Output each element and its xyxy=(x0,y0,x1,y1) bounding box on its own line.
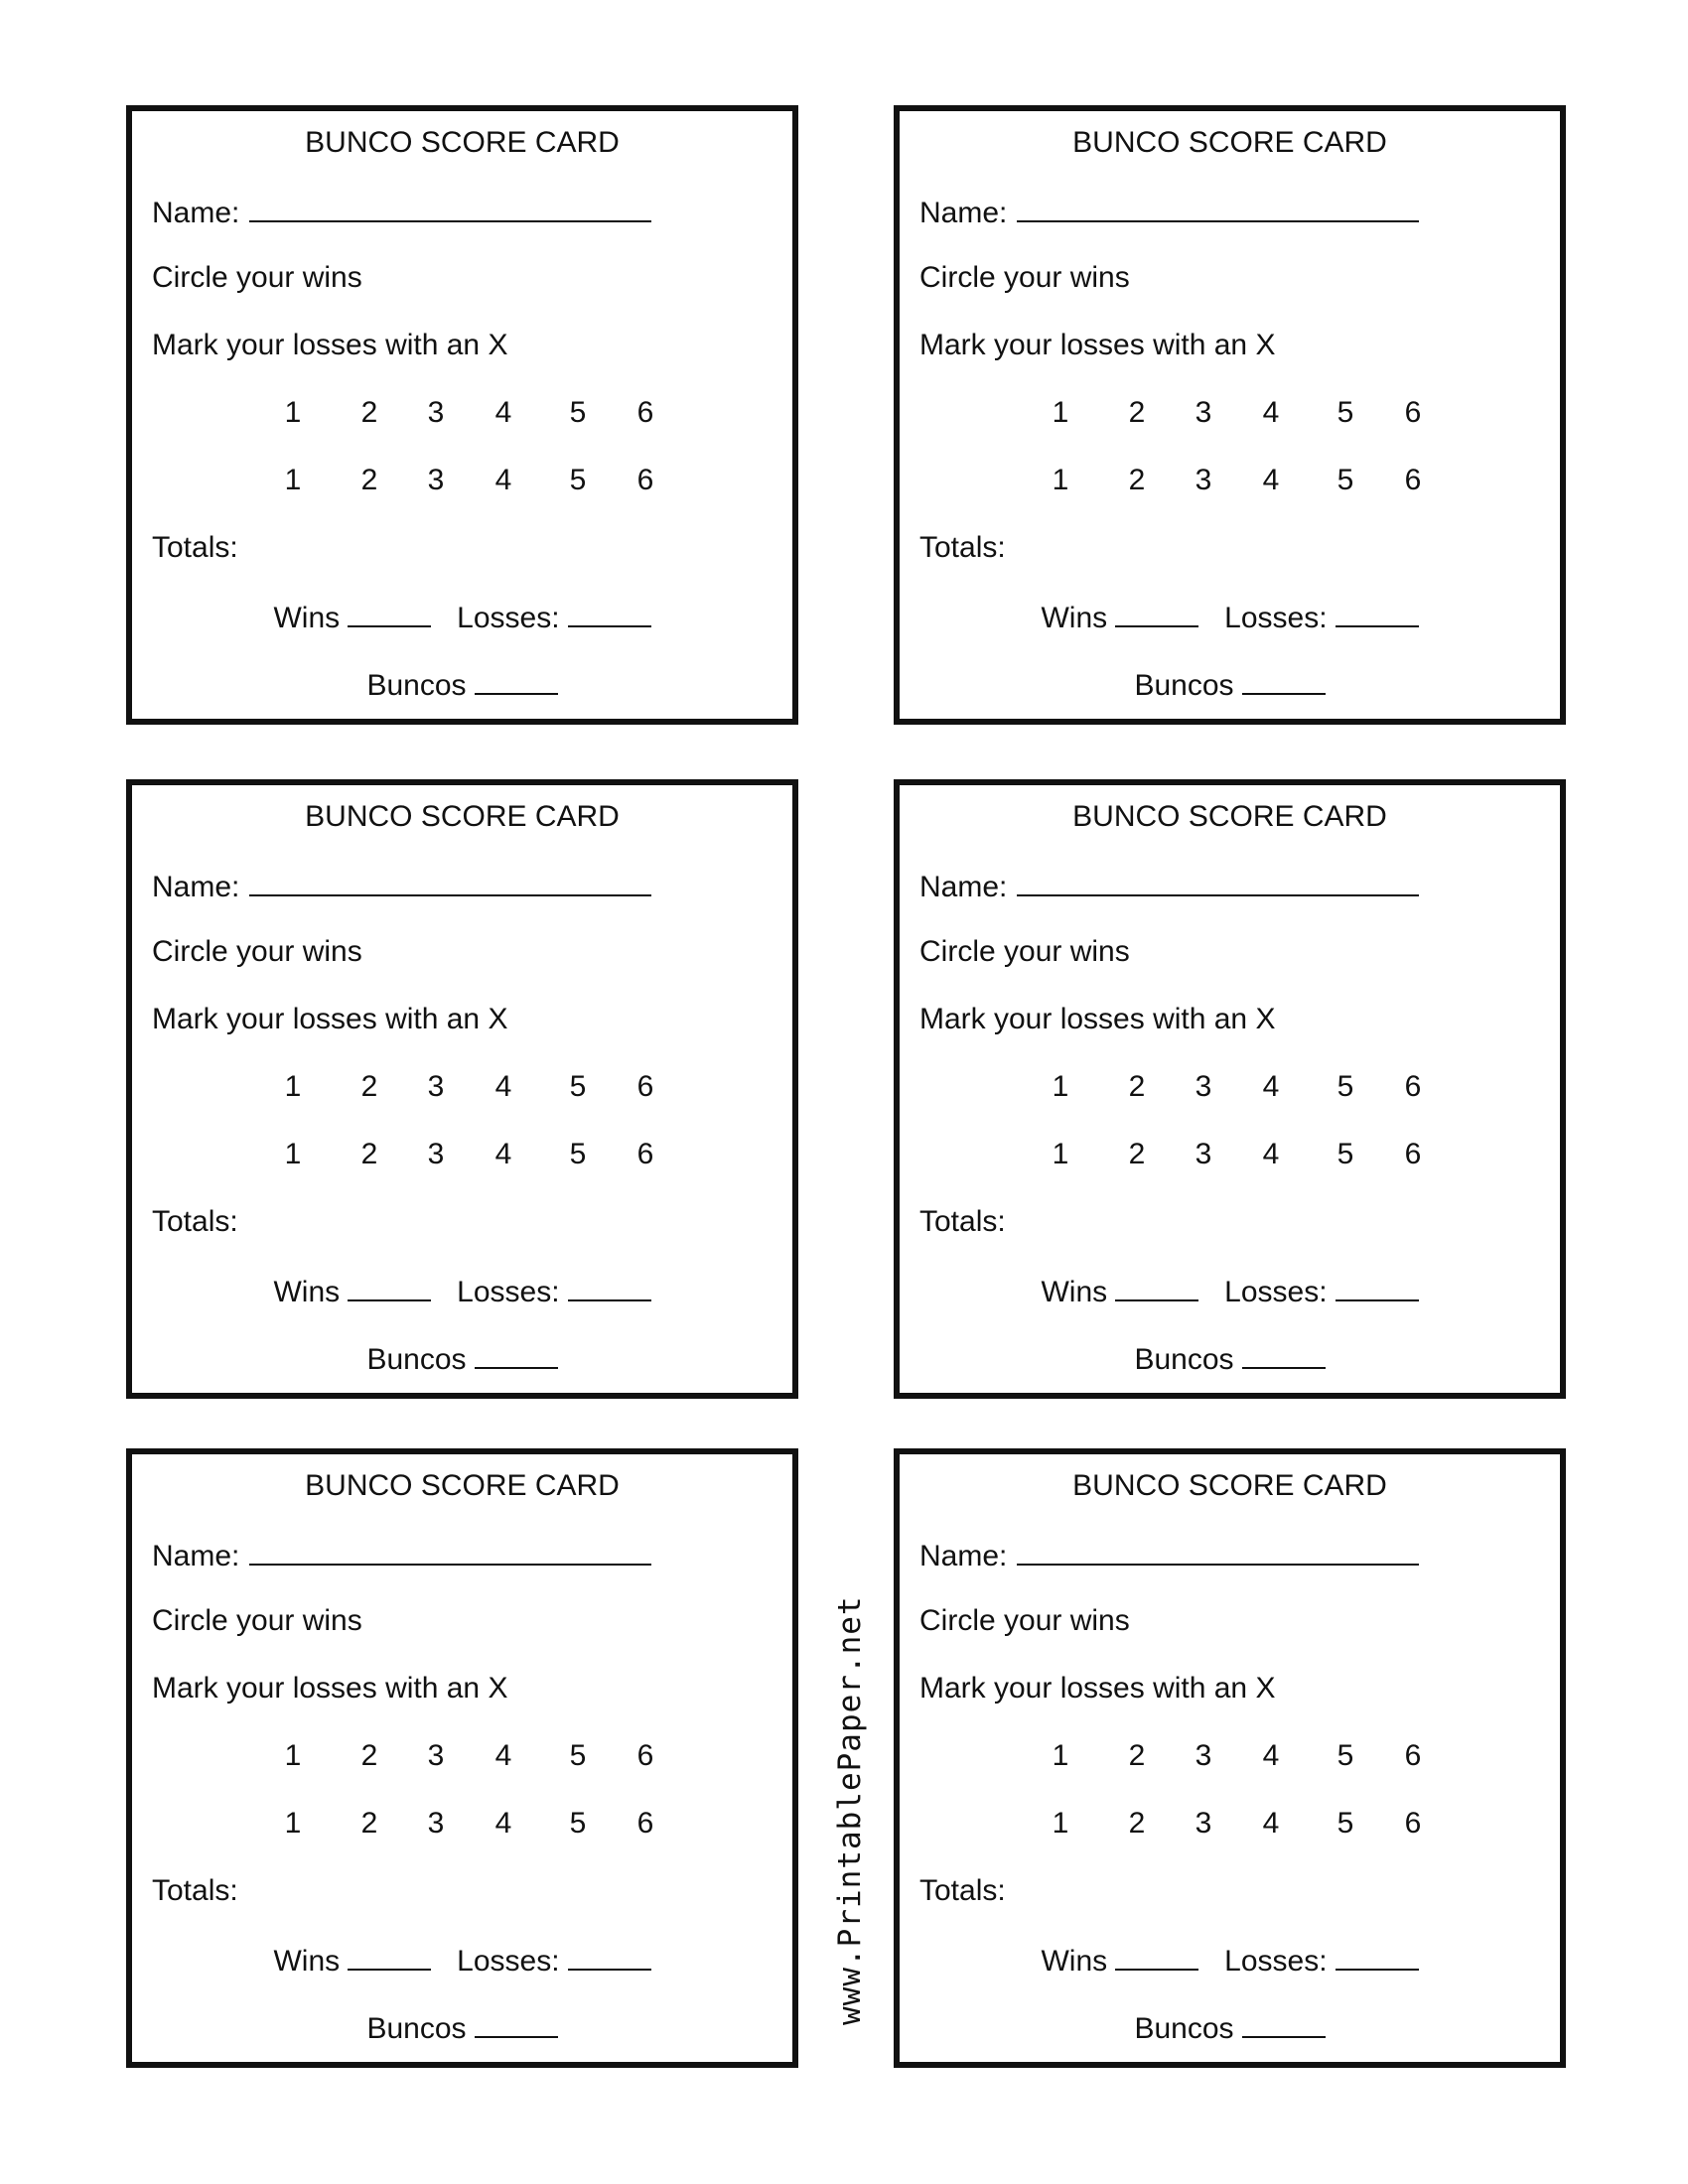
round-number[interactable]: 5 xyxy=(569,1138,587,1170)
losses-field[interactable] xyxy=(1336,598,1419,627)
round-number[interactable]: 4 xyxy=(1262,464,1280,496)
round-number[interactable]: 1 xyxy=(1052,464,1069,496)
round-number[interactable]: 5 xyxy=(1336,1739,1354,1772)
round-number[interactable]: 4 xyxy=(494,1138,512,1170)
round-row xyxy=(900,1806,1560,1842)
round-number[interactable]: 1 xyxy=(1052,1739,1069,1772)
circle-instruction: Circle your wins xyxy=(152,935,362,968)
round-number[interactable]: 4 xyxy=(1262,1807,1280,1840)
losses-label: Losses: xyxy=(457,1276,560,1308)
wins-label: Wins xyxy=(273,1276,341,1308)
round-number[interactable]: 5 xyxy=(1336,464,1354,496)
wins-losses-row xyxy=(900,1272,1560,1310)
name-field[interactable] xyxy=(249,867,651,896)
name-field[interactable] xyxy=(1017,867,1419,896)
totals-label: Totals: xyxy=(919,1874,1006,1907)
buncos-label: Buncos xyxy=(366,1343,467,1376)
round-number[interactable]: 3 xyxy=(427,1807,445,1840)
round-number[interactable]: 2 xyxy=(1128,1138,1146,1170)
buncos-label: Buncos xyxy=(1134,2012,1234,2045)
wins-field[interactable] xyxy=(1115,1941,1198,1971)
round-row xyxy=(900,1738,1560,1774)
name-label: Name: xyxy=(919,197,1008,229)
losses-label: Losses: xyxy=(457,1945,560,1978)
circle-instruction: Circle your wins xyxy=(919,1604,1130,1637)
score-card xyxy=(126,1448,798,2068)
buncos-row xyxy=(900,665,1560,704)
mark-instruction: Mark your losses with an X xyxy=(919,329,1276,361)
name-field[interactable] xyxy=(249,1536,651,1566)
round-number[interactable]: 3 xyxy=(427,1138,445,1170)
circle-instruction: Circle your wins xyxy=(152,261,362,294)
wins-label: Wins xyxy=(273,602,341,634)
round-number[interactable]: 6 xyxy=(636,1807,654,1840)
round-number[interactable]: 3 xyxy=(1195,1070,1212,1103)
watermark-text: www.PrintablePaper.net xyxy=(832,1595,868,2025)
round-number[interactable]: 6 xyxy=(1404,1739,1422,1772)
round-number[interactable]: 3 xyxy=(1195,464,1212,496)
round-number[interactable]: 4 xyxy=(494,1807,512,1840)
round-number[interactable]: 3 xyxy=(427,1070,445,1103)
round-number[interactable]: 1 xyxy=(1052,1070,1069,1103)
name-field[interactable] xyxy=(1017,193,1419,222)
wins-losses-row xyxy=(900,598,1560,636)
totals-label: Totals: xyxy=(919,531,1006,564)
round-number[interactable]: 2 xyxy=(360,1070,378,1103)
buncos-field[interactable] xyxy=(475,1339,558,1369)
losses-field[interactable] xyxy=(568,1272,651,1301)
round-number[interactable]: 5 xyxy=(569,1739,587,1772)
wins-field[interactable] xyxy=(348,1941,431,1971)
mark-instruction: Mark your losses with an X xyxy=(152,1672,508,1705)
round-number[interactable]: 1 xyxy=(284,1070,302,1103)
wins-label: Wins xyxy=(1041,1276,1108,1308)
round-row xyxy=(900,1069,1560,1105)
circle-instruction: Circle your wins xyxy=(152,1604,362,1637)
circle-instruction: Circle your wins xyxy=(919,935,1130,968)
card-title: BUNCO SCORE CARD xyxy=(305,126,620,159)
round-number[interactable]: 6 xyxy=(1404,1807,1422,1840)
card-title: BUNCO SCORE CARD xyxy=(1072,126,1387,159)
round-number[interactable]: 2 xyxy=(360,1138,378,1170)
round-number[interactable]: 2 xyxy=(360,1739,378,1772)
buncos-field[interactable] xyxy=(1242,1339,1326,1369)
round-number[interactable]: 1 xyxy=(1052,396,1069,429)
round-row xyxy=(132,463,792,498)
round-number[interactable]: 6 xyxy=(1404,1070,1422,1103)
round-number[interactable]: 6 xyxy=(636,1070,654,1103)
buncos-field[interactable] xyxy=(475,2008,558,2038)
buncos-label: Buncos xyxy=(366,669,467,702)
buncos-label: Buncos xyxy=(366,2012,467,2045)
buncos-row xyxy=(900,2008,1560,2047)
losses-label: Losses: xyxy=(1224,1276,1328,1308)
circle-instruction: Circle your wins xyxy=(919,261,1130,294)
round-number[interactable]: 4 xyxy=(1262,1070,1280,1103)
name-label: Name: xyxy=(919,871,1008,903)
round-number[interactable]: 3 xyxy=(427,464,445,496)
wins-losses-row xyxy=(132,1272,792,1310)
buncos-row xyxy=(900,1339,1560,1378)
wins-label: Wins xyxy=(273,1945,341,1978)
round-number[interactable]: 1 xyxy=(1052,1807,1069,1840)
round-number[interactable]: 4 xyxy=(494,464,512,496)
round-number[interactable]: 3 xyxy=(1195,396,1212,429)
round-number[interactable]: 3 xyxy=(427,396,445,429)
round-number[interactable]: 2 xyxy=(1128,1739,1146,1772)
buncos-label: Buncos xyxy=(1134,669,1234,702)
round-number[interactable]: 5 xyxy=(569,1070,587,1103)
round-number[interactable]: 5 xyxy=(1336,1138,1354,1170)
round-number[interactable]: 1 xyxy=(284,1739,302,1772)
wins-losses-row xyxy=(900,1941,1560,1979)
round-number[interactable]: 6 xyxy=(1404,396,1422,429)
card-title: BUNCO SCORE CARD xyxy=(305,800,620,833)
round-number[interactable]: 1 xyxy=(284,1138,302,1170)
round-number[interactable]: 3 xyxy=(1195,1739,1212,1772)
round-number[interactable]: 2 xyxy=(360,464,378,496)
buncos-field[interactable] xyxy=(1242,2008,1326,2038)
round-number[interactable]: 3 xyxy=(427,1739,445,1772)
buncos-label: Buncos xyxy=(1134,1343,1234,1376)
round-number[interactable]: 6 xyxy=(1404,1138,1422,1170)
round-number[interactable]: 6 xyxy=(636,1138,654,1170)
round-number[interactable]: 1 xyxy=(1052,1138,1069,1170)
round-row xyxy=(900,395,1560,431)
name-label: Name: xyxy=(919,1540,1008,1572)
name-label: Name: xyxy=(152,1540,240,1572)
round-number[interactable]: 6 xyxy=(636,1739,654,1772)
wins-label: Wins xyxy=(1041,1945,1108,1978)
round-number[interactable]: 2 xyxy=(1128,1807,1146,1840)
mark-instruction: Mark your losses with an X xyxy=(919,1672,1276,1705)
wins-label: Wins xyxy=(1041,602,1108,634)
round-number[interactable]: 2 xyxy=(360,1807,378,1840)
name-row xyxy=(152,193,651,231)
buncos-field[interactable] xyxy=(1242,665,1326,695)
name-row xyxy=(152,1536,651,1574)
round-number[interactable]: 6 xyxy=(636,464,654,496)
losses-label: Losses: xyxy=(457,602,560,634)
round-number[interactable]: 4 xyxy=(1262,396,1280,429)
round-number[interactable]: 4 xyxy=(494,396,512,429)
score-card xyxy=(126,779,798,1399)
card-title: BUNCO SCORE CARD xyxy=(1072,800,1387,833)
name-row xyxy=(919,193,1419,231)
round-number[interactable]: 1 xyxy=(284,396,302,429)
round-number[interactable]: 5 xyxy=(1336,1807,1354,1840)
round-number[interactable]: 4 xyxy=(1262,1138,1280,1170)
totals-label: Totals: xyxy=(152,1874,238,1907)
wins-field[interactable] xyxy=(348,598,431,627)
buncos-field[interactable] xyxy=(475,665,558,695)
name-field[interactable] xyxy=(1017,1536,1419,1566)
round-number[interactable]: 3 xyxy=(1195,1807,1212,1840)
losses-label: Losses: xyxy=(1224,1945,1328,1978)
wins-field[interactable] xyxy=(1115,598,1198,627)
name-label: Name: xyxy=(152,871,240,903)
round-row xyxy=(132,1137,792,1172)
round-number[interactable]: 5 xyxy=(1336,1070,1354,1103)
score-card xyxy=(894,105,1566,725)
round-number[interactable]: 6 xyxy=(636,396,654,429)
round-number[interactable]: 5 xyxy=(569,464,587,496)
round-row xyxy=(132,1738,792,1774)
round-number[interactable]: 5 xyxy=(569,396,587,429)
losses-field[interactable] xyxy=(1336,1941,1419,1971)
round-number[interactable]: 2 xyxy=(360,396,378,429)
buncos-row xyxy=(132,2008,792,2047)
round-number[interactable]: 2 xyxy=(1128,1070,1146,1103)
round-row xyxy=(900,463,1560,498)
round-row xyxy=(900,1137,1560,1172)
round-number[interactable]: 6 xyxy=(1404,464,1422,496)
buncos-row xyxy=(132,1339,792,1378)
round-number[interactable]: 4 xyxy=(494,1070,512,1103)
round-number[interactable]: 4 xyxy=(494,1739,512,1772)
round-number[interactable]: 5 xyxy=(1336,396,1354,429)
name-row xyxy=(919,1536,1419,1574)
mark-instruction: Mark your losses with an X xyxy=(919,1003,1276,1035)
name-row xyxy=(152,867,651,905)
score-card xyxy=(894,1448,1566,2068)
name-field[interactable] xyxy=(249,193,651,222)
losses-label: Losses: xyxy=(1224,602,1328,634)
mark-instruction: Mark your losses with an X xyxy=(152,1003,508,1035)
round-number[interactable]: 2 xyxy=(1128,464,1146,496)
name-row xyxy=(919,867,1419,905)
round-row xyxy=(132,1069,792,1105)
round-row xyxy=(132,395,792,431)
wins-losses-row xyxy=(132,1941,792,1979)
round-number[interactable]: 2 xyxy=(1128,396,1146,429)
wins-field[interactable] xyxy=(1115,1272,1198,1301)
round-number[interactable]: 4 xyxy=(1262,1739,1280,1772)
totals-label: Totals: xyxy=(152,531,238,564)
wins-losses-row xyxy=(132,598,792,636)
wins-field[interactable] xyxy=(348,1272,431,1301)
mark-instruction: Mark your losses with an X xyxy=(152,329,508,361)
name-label: Name: xyxy=(152,197,240,229)
losses-field[interactable] xyxy=(1336,1272,1419,1301)
totals-label: Totals: xyxy=(919,1205,1006,1238)
losses-field[interactable] xyxy=(568,598,651,627)
card-title: BUNCO SCORE CARD xyxy=(305,1469,620,1502)
totals-label: Totals: xyxy=(152,1205,238,1238)
card-title: BUNCO SCORE CARD xyxy=(1072,1469,1387,1502)
round-row xyxy=(132,1806,792,1842)
round-number[interactable]: 1 xyxy=(284,1807,302,1840)
round-number[interactable]: 5 xyxy=(569,1807,587,1840)
buncos-row xyxy=(132,665,792,704)
score-card xyxy=(894,779,1566,1399)
losses-field[interactable] xyxy=(568,1941,651,1971)
round-number[interactable]: 3 xyxy=(1195,1138,1212,1170)
round-number[interactable]: 1 xyxy=(284,464,302,496)
score-card xyxy=(126,105,798,725)
